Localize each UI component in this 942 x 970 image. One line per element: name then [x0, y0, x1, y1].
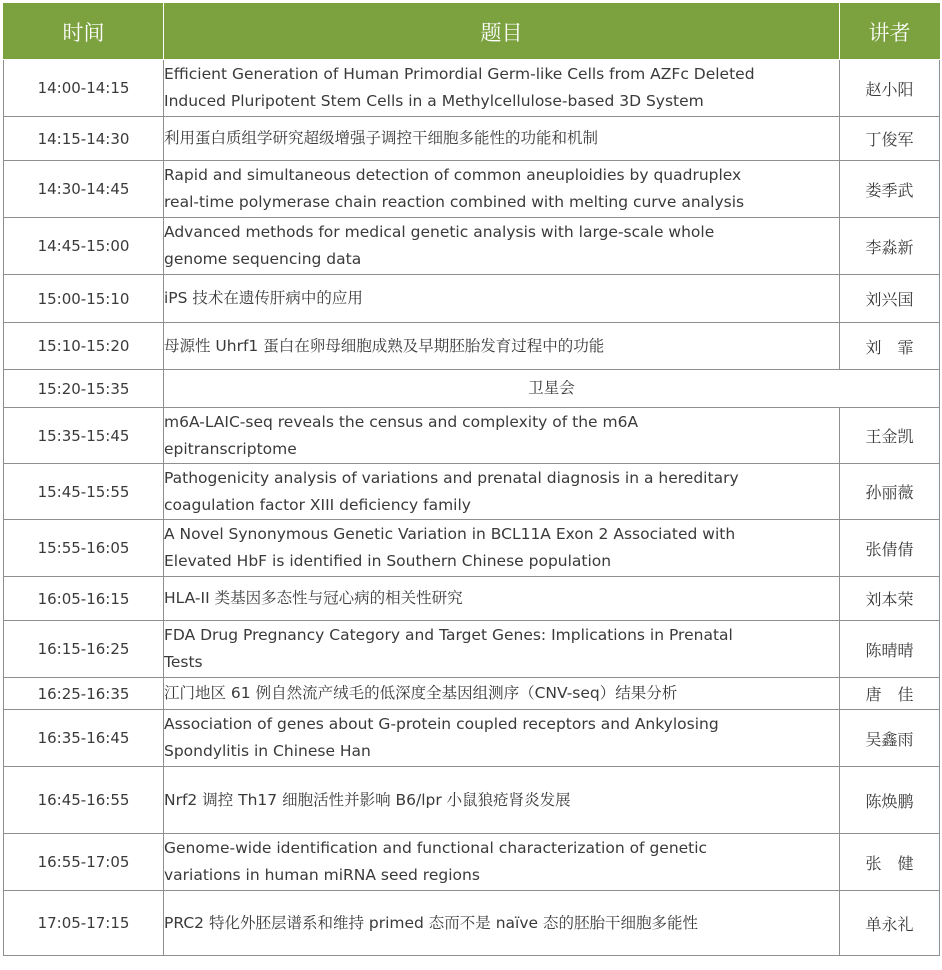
title-line: iPS 技术在遗传肝病中的应用 [164, 289, 363, 307]
speaker-name: 李淼新 [865, 237, 914, 257]
title-cell [164, 161, 840, 218]
title-line: 江门地区 61 例自然流产绒毛的低深度全基因组测序（CNV-seq）结果分析 [164, 684, 678, 702]
time-cell: 17:05-17:15 [4, 891, 164, 956]
schedule-table [3, 3, 940, 956]
title-line: genome sequencing data [164, 250, 362, 268]
title-cell [164, 408, 840, 464]
title-line: PRC2 特化外胚层谱系和维持 primed 态而不是 naïve 态的胚胎干细胞多能性 [164, 913, 698, 932]
speaker-cell [840, 323, 940, 370]
title-cell [164, 370, 940, 408]
title-cell [164, 891, 840, 956]
title-line: Association of genes about G-protein coupled receptors and Ankylosing [164, 715, 719, 733]
schedule-row [4, 60, 940, 117]
time-cell: 15:55-16:05 [4, 520, 164, 577]
schedule-row [4, 834, 940, 891]
header-time: 时间 [4, 4, 164, 60]
schedule-row [4, 323, 940, 370]
title-line: Spondylitis in Chinese Han [164, 742, 371, 760]
schedule-row [4, 408, 940, 464]
title-line: epitranscriptome [164, 439, 297, 458]
title-line: A Novel Synonymous Genetic Variation in BCL11A Exon 2 Associated with [164, 525, 736, 543]
speaker-name: 孙丽薇 [865, 483, 914, 502]
speaker-cell [840, 520, 940, 577]
speaker-cell [840, 275, 940, 323]
time-cell: 14:00-14:15 [4, 60, 164, 117]
time-cell: 15:45-15:55 [4, 464, 164, 520]
title-line: Genome-wide identification and functional characterization of genetic [164, 839, 708, 857]
schedule-row [4, 710, 940, 767]
schedule-row [4, 678, 940, 710]
time-cell: 16:15-16:25 [4, 621, 164, 678]
title-cell [164, 60, 840, 117]
title-cell [164, 710, 840, 767]
speaker-cell [840, 117, 940, 161]
title-line: Pathogenicity analysis of variations and prenatal diagnosis in a hereditary [164, 468, 739, 487]
speaker-cell [840, 60, 940, 117]
title-line: FDA Drug Pregnancy Category and Target Genes: Implications in Prenatal [164, 626, 733, 644]
title-line: Elevated HbF is identified in Southern Chinese population [164, 552, 612, 570]
speaker-cell [840, 161, 940, 218]
time-cell: 14:45-15:00 [4, 218, 164, 275]
schedule-row [4, 767, 940, 834]
time-cell: 16:25-16:35 [4, 678, 164, 710]
time-cell: 15:10-15:20 [4, 323, 164, 370]
title-cell [164, 678, 840, 710]
title-line: Tests [164, 653, 203, 671]
speaker-name: 张倩倩 [865, 539, 914, 559]
schedule-row [4, 520, 940, 577]
schedule-row [4, 370, 940, 408]
speaker-cell [840, 218, 940, 275]
schedule-row [4, 117, 940, 161]
speaker-name: 丁俊军 [865, 130, 914, 149]
header-title: 题目 [164, 4, 840, 60]
speaker-name: 娄季武 [865, 180, 914, 200]
title-line: Efficient Generation of Human Primordial Germ-like Cells from AZFc Deleted [164, 65, 755, 83]
title-cell [164, 577, 840, 621]
title-cell [164, 520, 840, 577]
time-cell: 15:35-15:45 [4, 408, 164, 464]
title-cell [164, 275, 840, 323]
speaker-cell [840, 621, 940, 678]
time-cell: 16:45-16:55 [4, 767, 164, 834]
speaker-name: 陈焕鹏 [865, 791, 914, 811]
title-line: variations in human miRNA seed regions [164, 866, 480, 884]
schedule-row [4, 577, 940, 621]
title-line: coagulation factor XIII deficiency family [164, 495, 471, 514]
header-speaker: 讲者 [840, 4, 940, 60]
time-cell: 15:20-15:35 [4, 370, 164, 408]
speaker-cell [840, 710, 940, 767]
speaker-name: 刘 霏 [865, 337, 914, 357]
speaker-name: 张 健 [865, 853, 914, 873]
title-cell [164, 621, 840, 678]
schedule-row [4, 464, 940, 520]
time-cell: 15:00-15:10 [4, 275, 164, 323]
speaker-cell [840, 408, 940, 464]
time-cell: 16:55-17:05 [4, 834, 164, 891]
speaker-cell [840, 678, 940, 710]
title-line: 利用蛋白质组学研究超级增强子调控干细胞多能性的功能和机制 [164, 129, 599, 147]
time-cell: 14:15-14:30 [4, 117, 164, 161]
time-cell: 16:35-16:45 [4, 710, 164, 767]
title-line: 卫星会 [528, 379, 575, 397]
title-line: m6A-LAIC-seq reveals the census and complexity of the m6A [164, 412, 639, 431]
speaker-cell [840, 464, 940, 520]
speaker-name: 刘兴国 [865, 290, 914, 309]
title-cell [164, 767, 840, 834]
speaker-name: 赵小阳 [865, 79, 914, 99]
title-cell [164, 323, 840, 370]
speaker-cell [840, 767, 940, 834]
schedule-row [4, 891, 940, 956]
speaker-name: 吴鑫雨 [865, 729, 914, 749]
schedule-row [4, 621, 940, 678]
title-line: HLA-II 类基因多态性与冠心病的相关性研究 [164, 589, 463, 607]
speaker-cell [840, 891, 940, 956]
schedule-row [4, 218, 940, 275]
title-cell [164, 218, 840, 275]
schedule-body [4, 60, 940, 956]
speaker-name: 唐 佳 [865, 685, 914, 704]
schedule-row [4, 161, 940, 218]
title-line: Induced Pluripotent Stem Cells in a Methylcellulose-based 3D System [164, 92, 704, 110]
time-cell: 16:05-16:15 [4, 577, 164, 621]
speaker-cell [840, 834, 940, 891]
schedule-row [4, 275, 940, 323]
time-cell: 14:30-14:45 [4, 161, 164, 218]
header-row [4, 4, 940, 60]
title-line: Rapid and simultaneous detection of common aneuploidies by quadruplex [164, 166, 742, 184]
speaker-name: 王金凯 [865, 427, 914, 446]
speaker-name: 陈晴晴 [865, 640, 914, 660]
speaker-cell [840, 577, 940, 621]
title-line: Advanced methods for medical genetic analysis with large-scale whole [164, 223, 715, 241]
title-line: Nrf2 调控 Th17 细胞活性并影响 B6/lpr 小鼠狼疮肾炎发展 [164, 790, 571, 809]
speaker-name: 刘本荣 [865, 590, 914, 609]
title-cell [164, 117, 840, 161]
title-cell [164, 464, 840, 520]
title-cell [164, 834, 840, 891]
speaker-name: 单永礼 [865, 914, 914, 934]
title-line: real-time polymerase chain reaction combined with melting curve analysis [164, 193, 745, 211]
title-line: 母源性 Uhrf1 蛋白在卵母细胞成熟及早期胚胎发育过程中的功能 [164, 336, 605, 355]
